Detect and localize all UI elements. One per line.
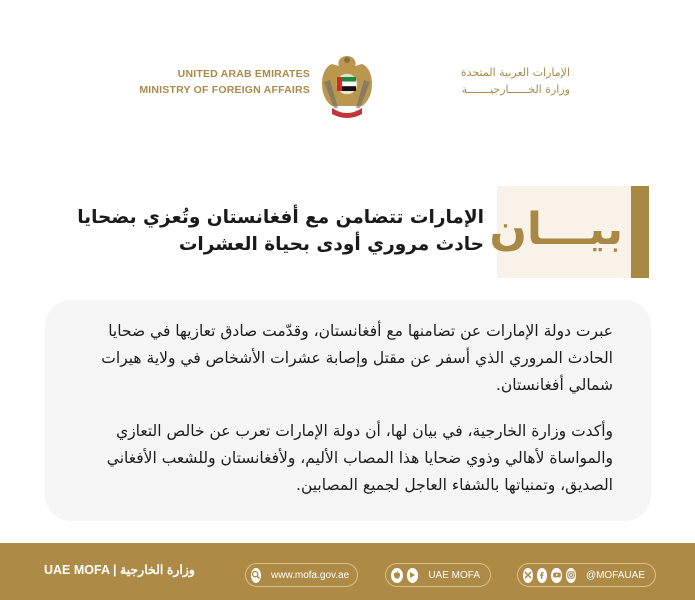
youtube-icon[interactable] (551, 568, 561, 583)
body-paragraph-2: وأكدت وزارة الخارجية، في بيان لها، أن دولة الإمارات تعرب عن خالص التعازي والمواساة لأهالي وذوي ضحايا هذا المصاب الأليم، ولأفغانستان وللشعب الأفغاني الصديق، وتمنياتها بالشفاء العاجل لجميع المصابين. (106, 422, 613, 494)
title-line-2: حادث مروري أودى بحياة العشرات (178, 234, 484, 255)
badge-accent-bar (631, 186, 649, 278)
statement-badge (489, 186, 649, 278)
play-store-icon (407, 568, 419, 583)
instagram-icon[interactable] (566, 568, 576, 583)
header-country-ar: الإمارات العربية المتحدة (460, 66, 570, 79)
statement-body-card (45, 300, 651, 521)
title-text (60, 186, 490, 258)
social-handle: @MOFAUAE (585, 569, 645, 581)
body-paragraph-1: عبرت دولة الإمارات عن تضامنها مع أفغانستان، وقدّمت صادق تعازيها في ضحايا الحادث المروري الذي أسفر عن مقتل وإصابة عشرات الأشخاص في ولاية هيرات شمالي أفغانستان. (101, 322, 613, 394)
social-links[interactable] (517, 563, 656, 587)
app-link[interactable] (385, 563, 491, 587)
footer (0, 543, 695, 600)
header-country-en: UNITED ARAB EMIRATES (177, 68, 310, 80)
app-text: UAE MOFA (428, 569, 480, 581)
footer-brand: UAE MOFA | وزارة الخارجية (44, 563, 195, 577)
title-line-1: الإمارات تتضامن مع أفغانستان وتُعزي بضحايا (77, 207, 484, 228)
x-icon[interactable] (523, 568, 533, 583)
statement-title (60, 186, 490, 278)
website-link[interactable] (245, 563, 358, 587)
header-ministry-ar: وزارة الخــــــارجيـــــــة (461, 83, 570, 96)
header-ministry-en: MINISTRY OF FOREIGN AFFAIRS (139, 84, 310, 96)
apple-icon (391, 568, 403, 583)
header-arabic (390, 64, 570, 98)
badge-label: بيـــان (489, 204, 623, 255)
header-english (120, 66, 310, 98)
website-text: www.mofa.gov.ae (271, 569, 350, 581)
uae-emblem-icon (318, 52, 376, 122)
search-icon (251, 568, 261, 583)
facebook-icon[interactable] (537, 568, 547, 583)
